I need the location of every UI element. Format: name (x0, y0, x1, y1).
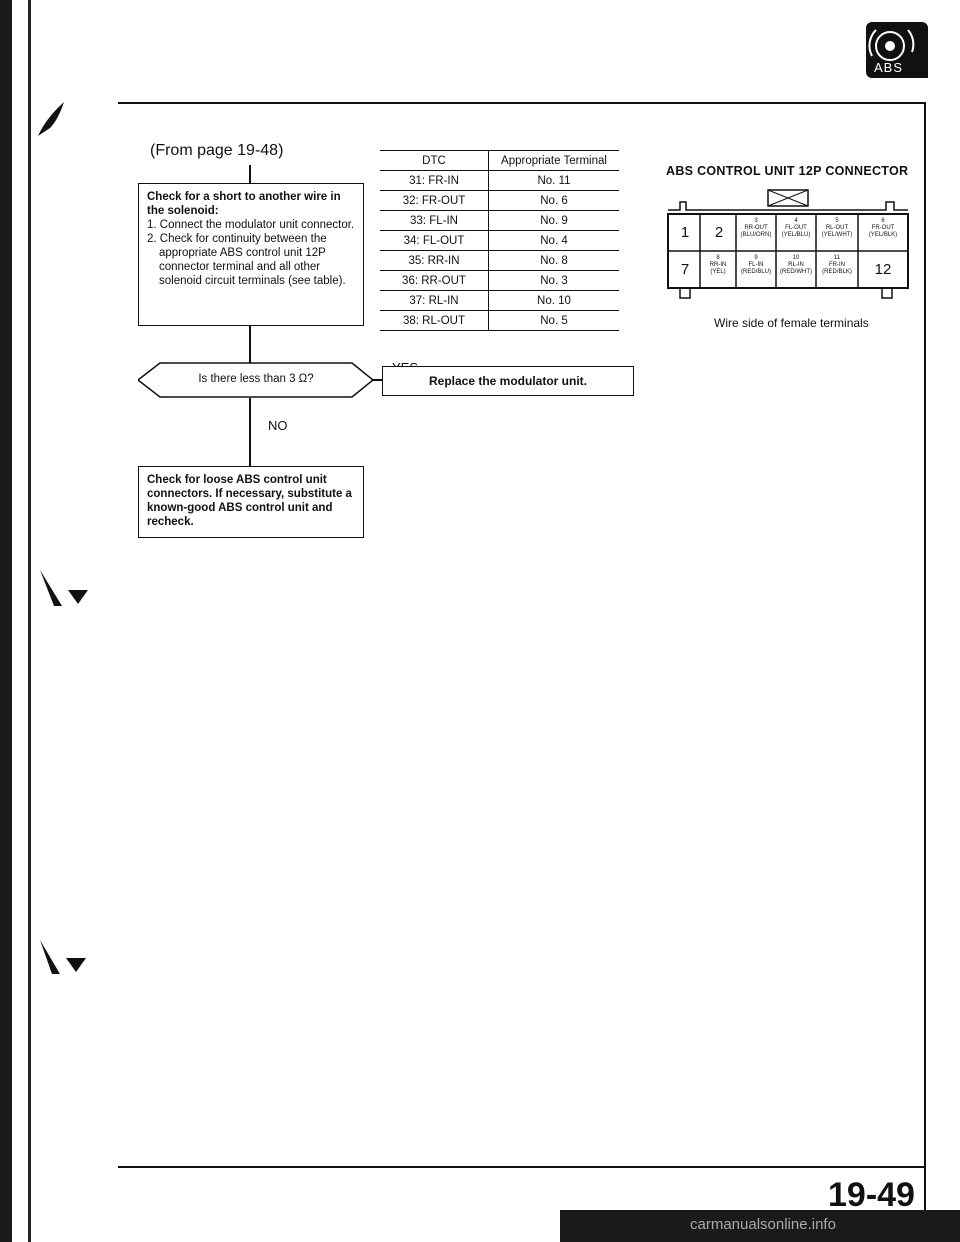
table-header-dtc: DTC (380, 151, 489, 171)
pin-4-name: FL-OUT (785, 225, 807, 231)
pin-11-color: (RED/BLK) (822, 269, 852, 275)
pin-3-color: (BLU/ORN) (740, 232, 772, 238)
page-number: 19-49 (828, 1176, 915, 1214)
pin-10 (777, 255, 815, 276)
flow-line (249, 165, 251, 183)
abs-logo-label: ABS (874, 60, 904, 75)
table-row (380, 311, 619, 331)
connector-caption: Wire side of female terminals (714, 316, 869, 330)
pin-5 (817, 218, 857, 239)
dtc-terminal-table (380, 150, 619, 331)
pin-8-name: RR-IN (709, 262, 727, 268)
flow-line (249, 326, 251, 364)
terminal-cell: No. 8 (489, 251, 620, 271)
terminal-cell: No. 9 (489, 211, 620, 231)
terminal-cell: No. 3 (489, 271, 620, 291)
pin-9-name: FL-IN (748, 262, 764, 268)
pin-6-number: 6 (881, 218, 885, 224)
terminal-cell: No. 4 (489, 231, 620, 251)
decision-question: Is there less than 3 Ω? (198, 373, 314, 385)
pin-11 (817, 255, 857, 276)
pin-9-number: 9 (754, 255, 758, 261)
top-rule (118, 102, 926, 104)
terminal-cell: No. 10 (489, 291, 620, 311)
pin-11-name: FR-IN (829, 262, 845, 268)
pin-10-number: 10 (792, 255, 800, 261)
pin-7: 7 (680, 261, 690, 278)
replace-modulator-box (382, 366, 634, 396)
terminal-cell: No. 5 (489, 311, 620, 331)
table-row (380, 231, 619, 251)
dtc-cell: 38: RL-OUT (380, 311, 489, 331)
margin-mark-icon (36, 568, 64, 608)
pin-4 (777, 218, 815, 239)
pin-5-number: 5 (835, 218, 839, 224)
short-check-step-box (138, 183, 364, 326)
pin-3 (737, 218, 775, 239)
no-label: NO (268, 418, 288, 433)
connector-title: ABS CONTROL UNIT 12P CONNECTOR (666, 164, 909, 178)
yes-flow-line (373, 379, 382, 381)
connector-diagram (666, 188, 910, 302)
terminal-cell: No. 11 (489, 171, 620, 191)
dtc-cell: 31: FR-IN (380, 171, 489, 191)
pin-8-number: 8 (716, 255, 720, 261)
pin-5-color: (YEL/WHT) (821, 232, 853, 238)
table-header-row (380, 151, 619, 171)
margin-mark-icon (36, 938, 62, 976)
pin-6 (859, 218, 907, 239)
table-row (380, 291, 619, 311)
pin-4-color: (YEL/BLU) (781, 232, 811, 238)
short-check-step-2: 2. Check for continuity between the appropriate ABS control unit 12P connector terminal and all other solenoid circuit terminals (see table). (147, 233, 346, 287)
pin-11-number: 11 (833, 255, 841, 261)
bottom-rule (118, 1166, 926, 1168)
loose-connector-text: Check for loose ABS control unit connectors. If necessary, substitute a known-good ABS control unit and recheck. (147, 474, 352, 528)
pin-3-number: 3 (754, 218, 758, 224)
pin-12: 12 (874, 261, 892, 278)
dtc-cell: 33: FL-IN (380, 211, 489, 231)
margin-mark-icon (36, 98, 66, 138)
pin-9-color: (RED/BLU) (740, 269, 771, 275)
pin-4-number: 4 (794, 218, 798, 224)
replace-modulator-text: Replace the modulator unit. (428, 374, 587, 388)
pin-5-name: RL-OUT (825, 225, 849, 231)
pin-8 (701, 255, 735, 276)
short-check-title: Check for a short to another wire in the solenoid: (147, 191, 341, 217)
terminal-cell: No. 6 (489, 191, 620, 211)
loose-connector-step-box (138, 466, 364, 538)
table-header-terminal: Appropriate Terminal (489, 151, 620, 171)
dtc-cell: 35: RR-IN (380, 251, 489, 271)
pin-9 (737, 255, 775, 276)
dtc-cell: 36: RR-OUT (380, 271, 489, 291)
margin-arrow-icon (64, 954, 88, 974)
flow-line (249, 398, 251, 466)
table-row (380, 171, 619, 191)
pin-3-name: RR-OUT (744, 225, 768, 231)
table-row (380, 191, 619, 211)
pin-1: 1 (680, 224, 690, 241)
watermark: carmanualsonline.info (690, 1216, 836, 1233)
margin-arrow-icon (66, 586, 90, 606)
pin-6-name: FR-OUT (871, 225, 895, 231)
short-check-step-1: 1. Connect the modulator unit connector. (147, 219, 355, 231)
right-rule (924, 102, 926, 1222)
table-row (380, 211, 619, 231)
pin-6-color: (YEL/BLK) (868, 232, 898, 238)
pin-8-color: (YEL) (710, 269, 726, 275)
from-page-reference: (From page 19-48) (150, 142, 284, 159)
pin-10-name: RL-IN (788, 262, 804, 268)
binding-line (28, 0, 31, 1242)
pin-10-color: (RED/WHT) (780, 269, 812, 275)
connector-outline (666, 188, 910, 302)
pin-2: 2 (714, 224, 724, 241)
table-row (380, 271, 619, 291)
table-row (380, 251, 619, 271)
dtc-cell: 37: RL-IN (380, 291, 489, 311)
dtc-cell: 32: FR-OUT (380, 191, 489, 211)
dtc-cell: 34: FL-OUT (380, 231, 489, 251)
binding-edge (0, 0, 12, 1242)
